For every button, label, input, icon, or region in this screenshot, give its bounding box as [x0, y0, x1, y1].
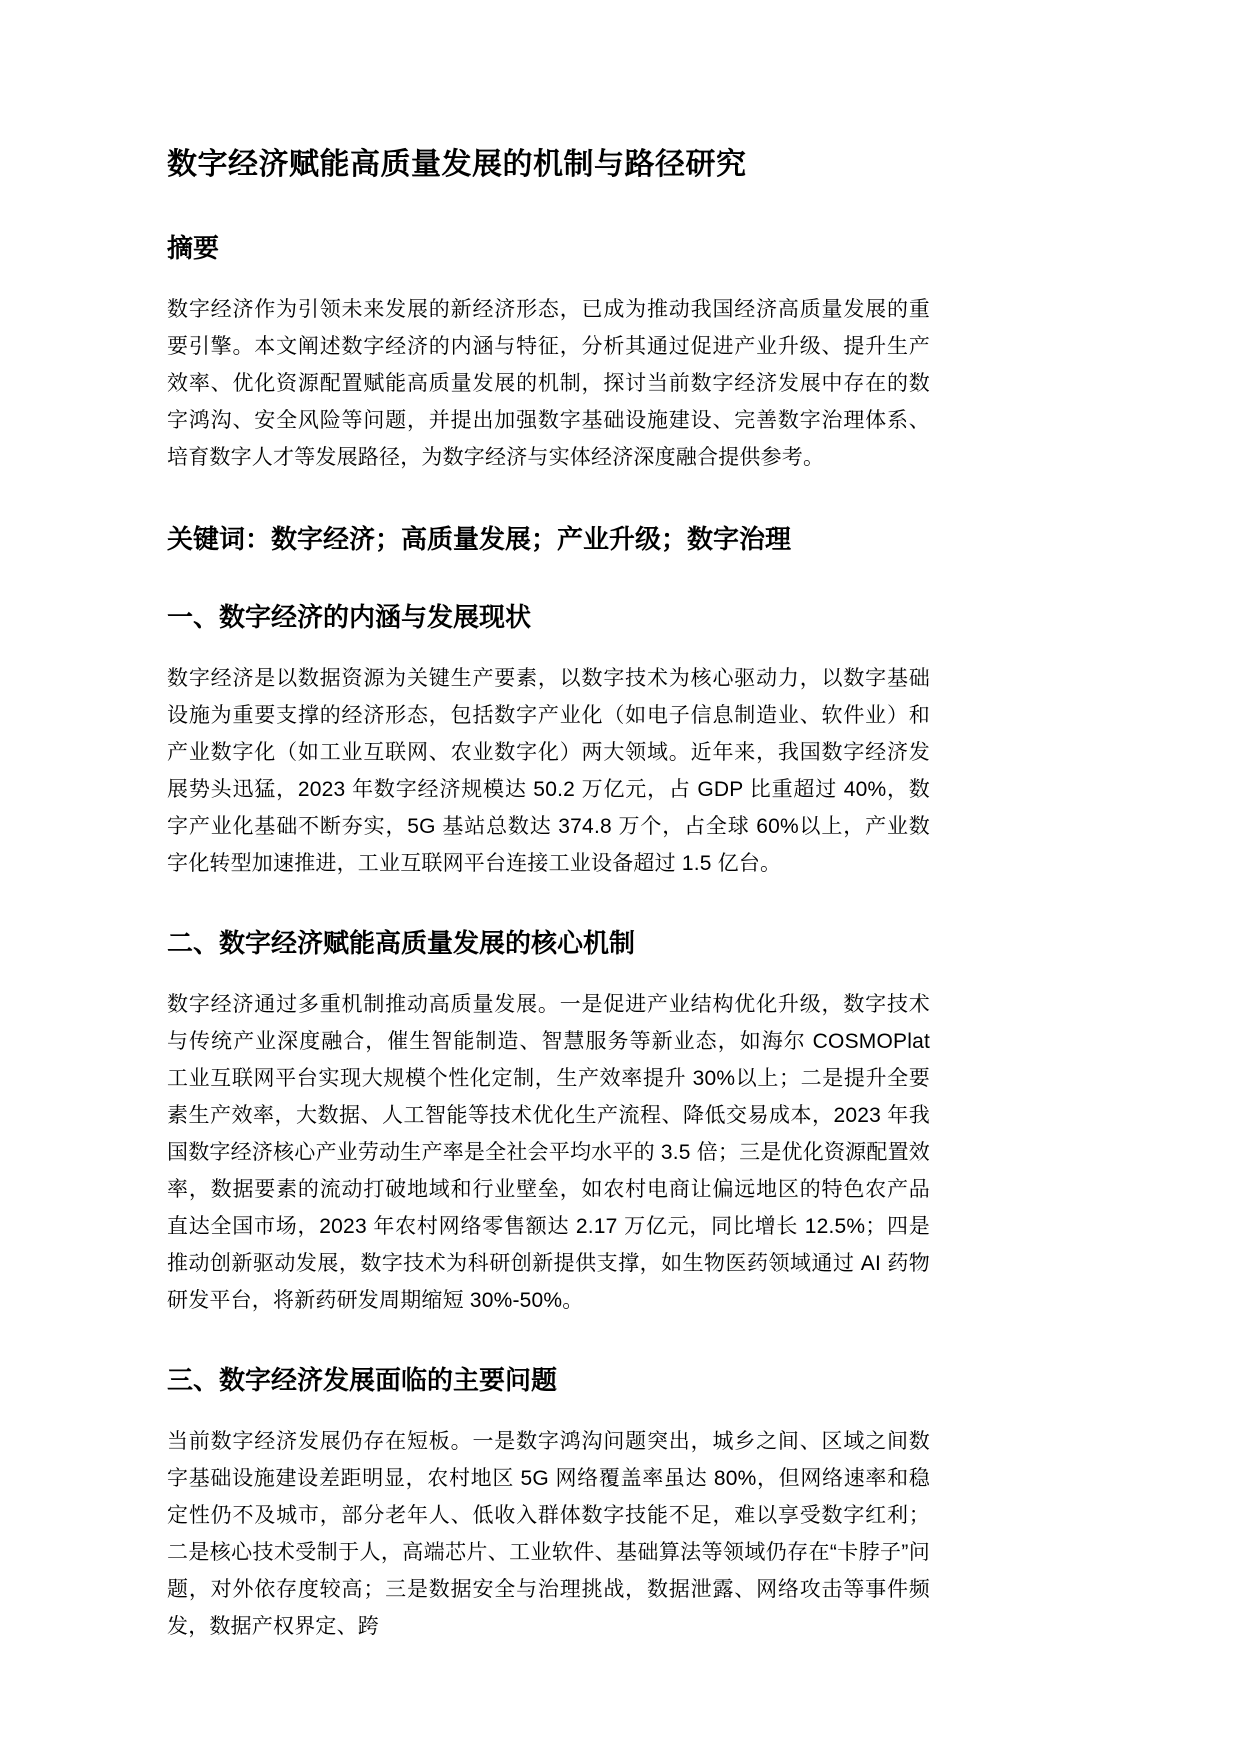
section-3-paragraph: 当前数字经济发展仍存在短板。一是数字鸿沟问题突出，城乡之间、区域之间数字基础设施建设差距明显，农村地区 5G 网络覆盖率虽达 80%，但网络速率和稳定性仍不及城市，部分老年人、低收入群体数字技能不足，难以享受数字红利；二是核心技术受制于人，高端芯片、工业软件、基础算法等领域仍存在“卡脖子”问题，对外依存度较高；三是数据安全与治理挑战，数据泄露、网络攻击等事件频发，数据产权界定、跨: [167, 1430, 930, 1638]
abstract-heading: 摘要: [167, 233, 220, 263]
section-1-paragraph: 数字经济是以数据资源为关键生产要素，以数字技术为核心驱动力，以数字基础设施为重要支撑的经济形态，包括数字产业化（如电子信息制造业、软件业）和产业数字化（如工业互联网、农业数字化）两大领域。近年来，我国数字经济发展势头迅猛，2023 年数字经济规模达 50.2 万亿元，占 GDP 比重超过 40%，数字产业化基础不断夯实，5G 基站总数达 374.8 万个，占全球 60%以上，产业数字化转型加速推进，工业互联网平台连接工业设备超过 1.5 亿台。: [167, 667, 930, 875]
section-2-paragraph: 数字经济通过多重机制推动高质量发展。一是促进产业结构优化升级，数字技术与传统产业深度融合，催生智能制造、智慧服务等新业态，如海尔 COSMOPlat 工业互联网平台实现大规模个性化定制，生产效率提升 30%以上；二是提升全要素生产效率，大数据、人工智能等技术优化生产流程、降低交易成本，2023 年我国数字经济核心产业劳动生产率是全社会平均水平的 3.5 倍；三是优化资源配置效率，数据要素的流动打破地域和行业壁垒，如农村电商让偏远地区的特色农产品直达全国市场，2023 年农村网络零售额达 2.17 万亿元，同比增长 12.5%；四是推动创新驱动发展，数字技术为科研创新提供支撑，如生物医药领域通过 AI 药物研发平台，将新药研发周期缩短 30%-50%。: [167, 993, 930, 1312]
keywords-line: 关键词：数字经济；高质量发展；产业升级；数字治理: [167, 524, 792, 554]
section-2-heading: 二、数字经济赋能高质量发展的核心机制: [167, 928, 636, 958]
section-3-heading: 三、数字经济发展面临的主要问题: [167, 1365, 558, 1395]
section-1-heading: 一、数字经济的内涵与发展现状: [167, 602, 532, 632]
abstract-paragraph: 数字经济作为引领未来发展的新经济形态，已成为推动我国经济高质量发展的重要引擎。本文阐述数字经济的内涵与特征，分析其通过促进产业升级、提升生产效率、优化资源配置赋能高质量发展的机制，探讨当前数字经济发展中存在的数字鸿沟、安全风险等问题，并提出加强数字基础设施建设、完善数字治理体系、培育数字人才等发展路径，为数字经济与实体经济深度融合提供参考。: [167, 298, 930, 469]
document-title: 数字经济赋能高质量发展的机制与路径研究: [167, 148, 747, 181]
